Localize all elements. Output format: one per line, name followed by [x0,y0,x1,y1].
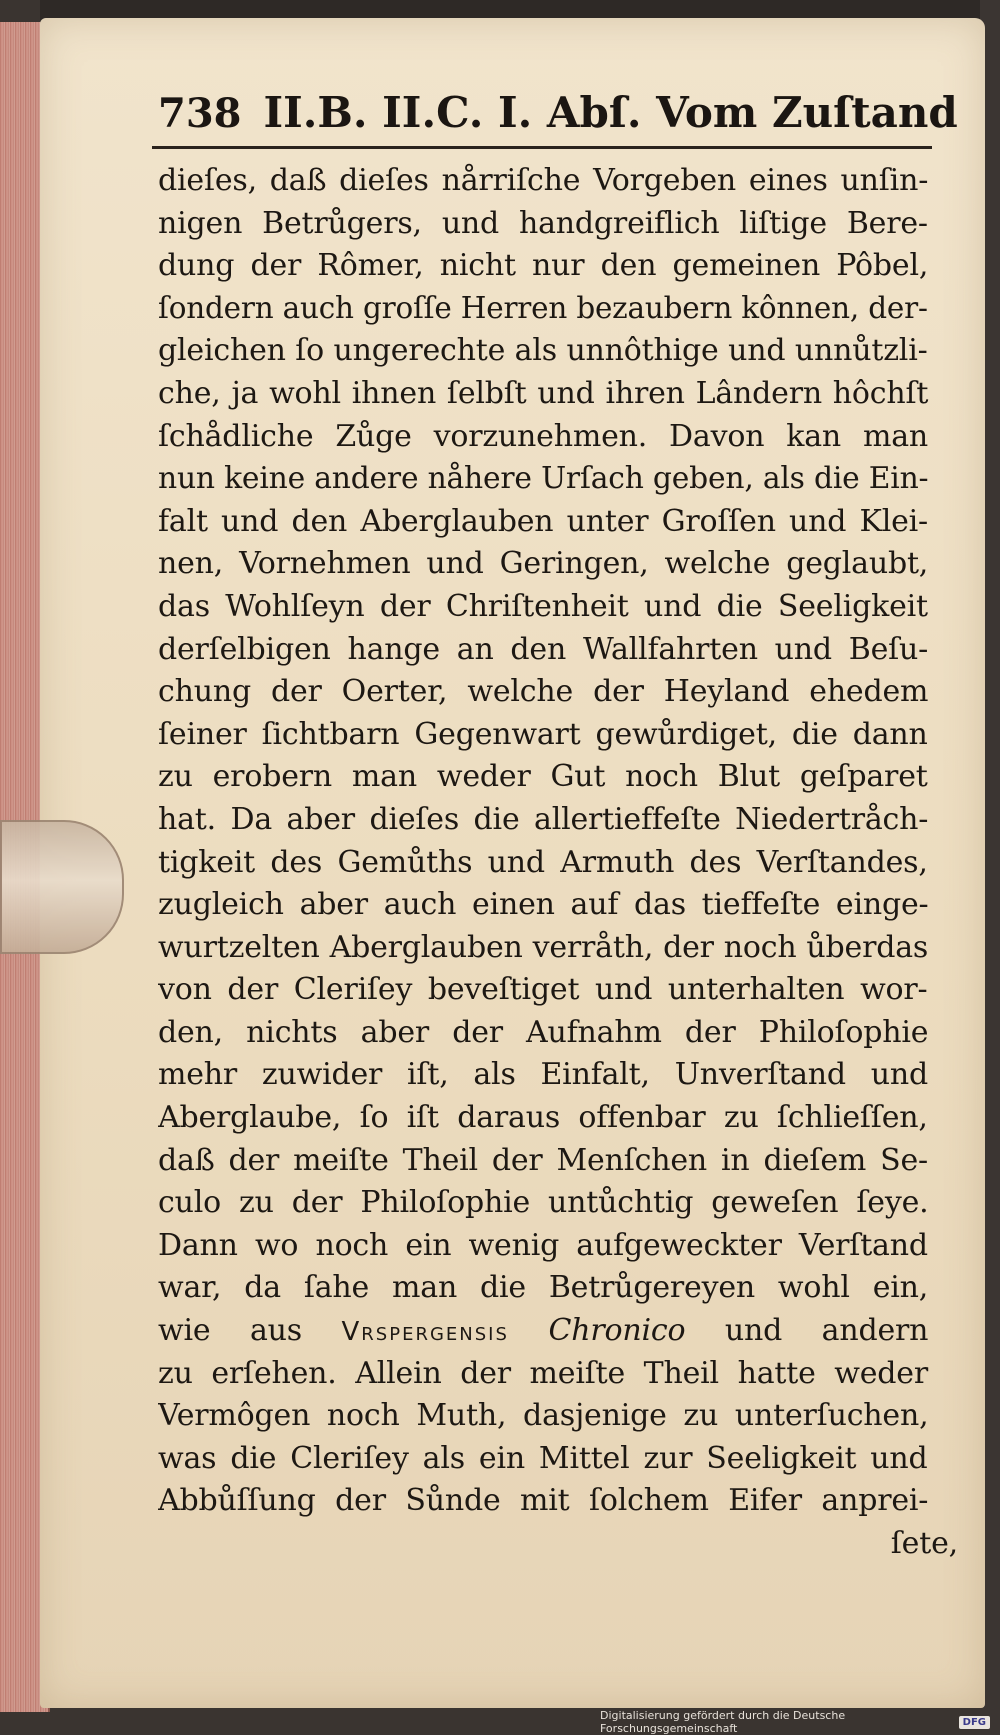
digitization-credit [600,1709,990,1735]
text-line: tigkeit des Gemůths und Armuth des Verſtandes, [158,844,928,880]
text-line: zu erſehen. Allein der meiſte Theil hatte weder [158,1355,929,1391]
text-line: che, ja wohl ihnen ſelbſt und ihren Lândern hôchſt [158,375,929,411]
text-line: daß der meiſte Theil der Menſchen in dieſem Se- [158,1142,928,1178]
text-line: gleichen ſo ungerechte als unnôthige und unnůtzli- [158,333,928,369]
running-header [158,88,958,148]
text-line: ſondern auch groſſe Herren bezaubern kônnen, der- [158,290,928,326]
text-line: das Wohlſeyn der Chriſtenheit und die Seeligkeit [158,588,928,624]
author-name: Vrspergensis [341,1317,509,1348]
text-line: ſchådliche Zůge vorzunehmen. Davon kan man [158,418,929,454]
text-line: nun keine andere nåhere Urſach geben, als die Ein- [158,461,929,497]
header-rule [152,146,932,149]
text-line: chung der Oerter, welche der Heyland ehedem [158,674,929,710]
text-line: Vermôgen noch Muth, dasjenige zu unterſuchen, [158,1398,929,1434]
text-line: falt und den Aberglauben unter Groſſen und Klei- [158,503,928,539]
text-line: von der Cleriſey beveſtiget und unterhalten wor- [158,972,928,1008]
running-title: II.B. II.C. I. Abſ. Vom Zuſtand [263,88,958,137]
text-line: nen, Vornehmen und Geringen, welche geglaubt, [158,546,929,582]
credit-text: Digitalisierung gefördert durch die Deutsche Forschungsgemeinschaft [600,1709,846,1735]
text-line: den, nichts aber der Aufnahm der Philoſophie [158,1014,929,1050]
text-line: dung der Rômer, nicht nur den gemeinen Pôbel, [158,248,929,284]
text-line-citation [158,1310,958,1353]
text-line: hat. Da aber dieſes die allertieffeſte Niedertråch- [158,801,929,837]
text-line: Dann wo noch ein wenig aufgeweckter Verſtand [158,1227,928,1263]
text-line: Aberglaube, ſo iſt daraus offenbar zu ſchlieſſen, [158,1100,928,1136]
bookmark-ribbon [0,820,124,954]
dfg-logo: DFG [959,1716,990,1729]
catchword: ſete, [890,1526,958,1561]
text-line: nigen Betrůgers, und handgreiflich liſtige Bere- [158,205,928,241]
text-line: war, da ſahe man die Betrůgereyen wohl ein, [158,1270,929,1306]
text-line: zugleich aber auch einen auf das tieffeſte einge- [158,887,929,923]
work-title: Chronico [548,1313,686,1349]
citation-lead: wie aus [158,1313,342,1349]
text-line: zu erobern man weder Gut noch Blut geſparet [158,759,928,795]
citation-tail: und andern [685,1313,929,1349]
page-number: 738 [158,90,242,137]
text-line: ſeiner ſichtbarn Gegenwart gewůrdiget, die dann [158,716,928,752]
text-line: derſelbigen hange an den Wallfahrten und Beſu- [158,631,929,667]
text-line: Abbůſſung der Sůnde mit ſolchem Eifer anprei- [158,1483,929,1519]
text-line: was die Cleriſey als ein Mittel zur Seeligkeit und [158,1440,928,1476]
body-text [158,160,958,1566]
text-line: mehr zuwider iſt, als Einfalt, Unverſtand und [158,1057,929,1093]
text-line: wurtzelten Aberglauben verråth, der noch ůberdas [158,929,929,965]
text-line: dieſes, daß dieſes nårriſche Vorgeben eines unſin- [158,163,929,198]
text-line: culo zu der Philoſophie untůchtig geweſen ſeye. [158,1185,929,1221]
